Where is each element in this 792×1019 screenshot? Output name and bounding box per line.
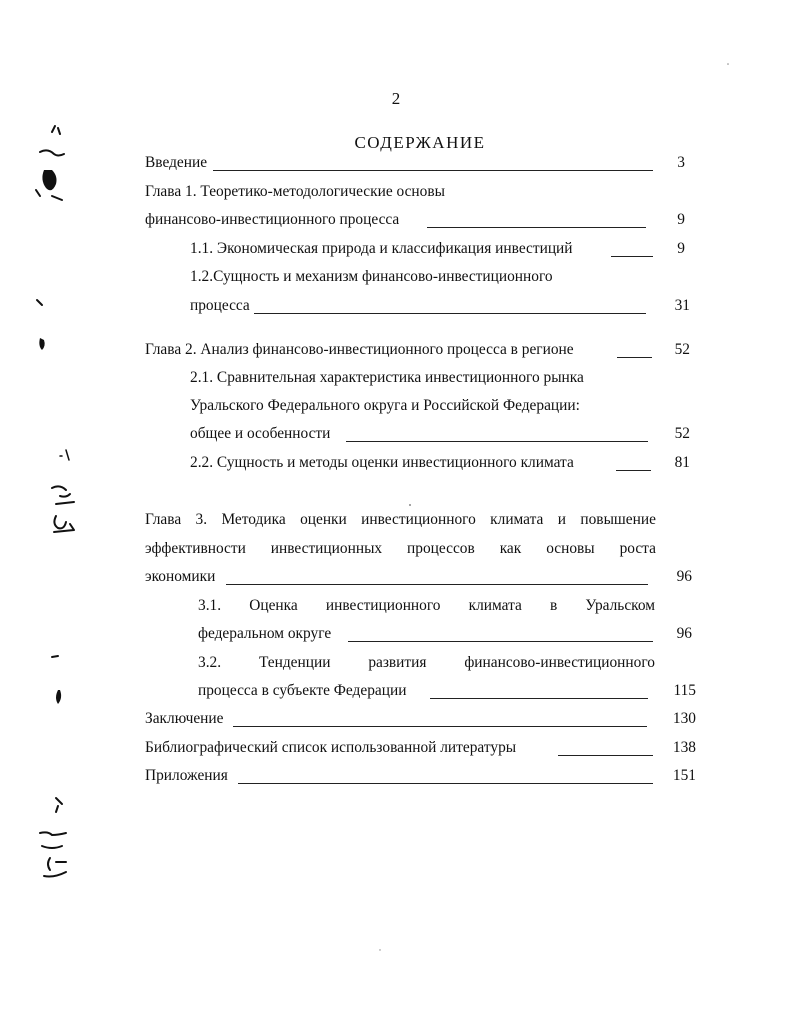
toc-entry-section-2-1-end: общее и особенности <box>190 425 331 442</box>
leader-line <box>346 441 648 442</box>
leader-line <box>558 755 653 756</box>
page-ref: 9 <box>677 240 685 257</box>
toc-entry-chapter-3-end: экономики <box>145 568 216 585</box>
page-ref: 31 <box>674 297 690 314</box>
toc-entry-section-2-1: 2.1. Сравнительная характеристика инвестиционного рынка <box>190 369 584 386</box>
toc-entry-section-2-2: 2.2. Сущность и методы оценки инвестиционного климата <box>190 454 574 471</box>
page-ref: 52 <box>674 425 690 442</box>
page-ref: 115 <box>673 682 696 699</box>
leader-line <box>233 726 647 727</box>
toc-entry-conclusion: Заключение <box>145 710 224 727</box>
toc-entry-section-3-2: 3.2. Тенденции развития финансово-инвестиционного <box>198 654 655 671</box>
leader-line <box>617 357 652 358</box>
toc-entry-chapter-1-cont: финансово-инвестиционного процесса <box>145 211 400 228</box>
toc-entry-section-1-2-cont: процесса <box>190 297 250 314</box>
leader-line <box>226 584 648 585</box>
toc-entry-chapter-3-cont: эффективности инвестиционных процессов как основы роста <box>145 540 656 557</box>
toc-entry-introduction: Введение <box>145 154 208 171</box>
page-ref: 96 <box>676 568 692 585</box>
leader-line <box>213 170 653 171</box>
page-ref: 151 <box>672 767 696 784</box>
leader-line <box>427 227 646 228</box>
toc-entry-section-3-1-cont: федеральном округе <box>198 625 332 642</box>
toc-entry-chapter-2: Глава 2. Анализ финансово-инвестиционного процесса в регионе <box>145 341 574 358</box>
toc-entry-section-1-1: 1.1. Экономическая природа и классификация инвестиций <box>190 240 573 257</box>
toc-entry-chapter-1: Глава 1. Теоретико-методологические основы <box>145 183 445 200</box>
page-ref: 130 <box>672 710 696 727</box>
leader-line <box>616 470 651 471</box>
leader-line <box>430 698 648 699</box>
page-ref: 52 <box>674 341 690 358</box>
page-ref: 81 <box>674 454 690 471</box>
toc-entry-section-3-2-cont: процесса в субъекте Федерации <box>198 682 407 699</box>
toc-entry-section-2-1-cont: Уральского Федерального округа и Российской Федерации: <box>190 397 580 414</box>
toc-entry-bibliography: Библиографический список использованной литературы <box>145 739 517 756</box>
leader-line <box>254 313 646 314</box>
toc-entry-chapter-3: Глава 3. Методика оценки инвестиционного климата и повышение <box>145 511 656 528</box>
page-ref: 138 <box>672 739 696 756</box>
page-ref: 3 <box>677 154 685 171</box>
page-number: 2 <box>391 89 401 108</box>
toc-entry-section-1-2: 1.2.Сущность и механизм финансово-инвестиционного <box>190 268 553 285</box>
toc-title: СОДЕРЖАНИЕ <box>354 133 486 152</box>
leader-line <box>348 641 653 642</box>
toc-entry-appendices: Приложения <box>145 767 228 784</box>
page-ref: 96 <box>676 625 692 642</box>
leader-line <box>238 783 653 784</box>
page-ref: 9 <box>677 211 685 228</box>
toc-entry-section-3-1: 3.1. Оценка инвестиционного климата в Уральском <box>198 597 655 614</box>
